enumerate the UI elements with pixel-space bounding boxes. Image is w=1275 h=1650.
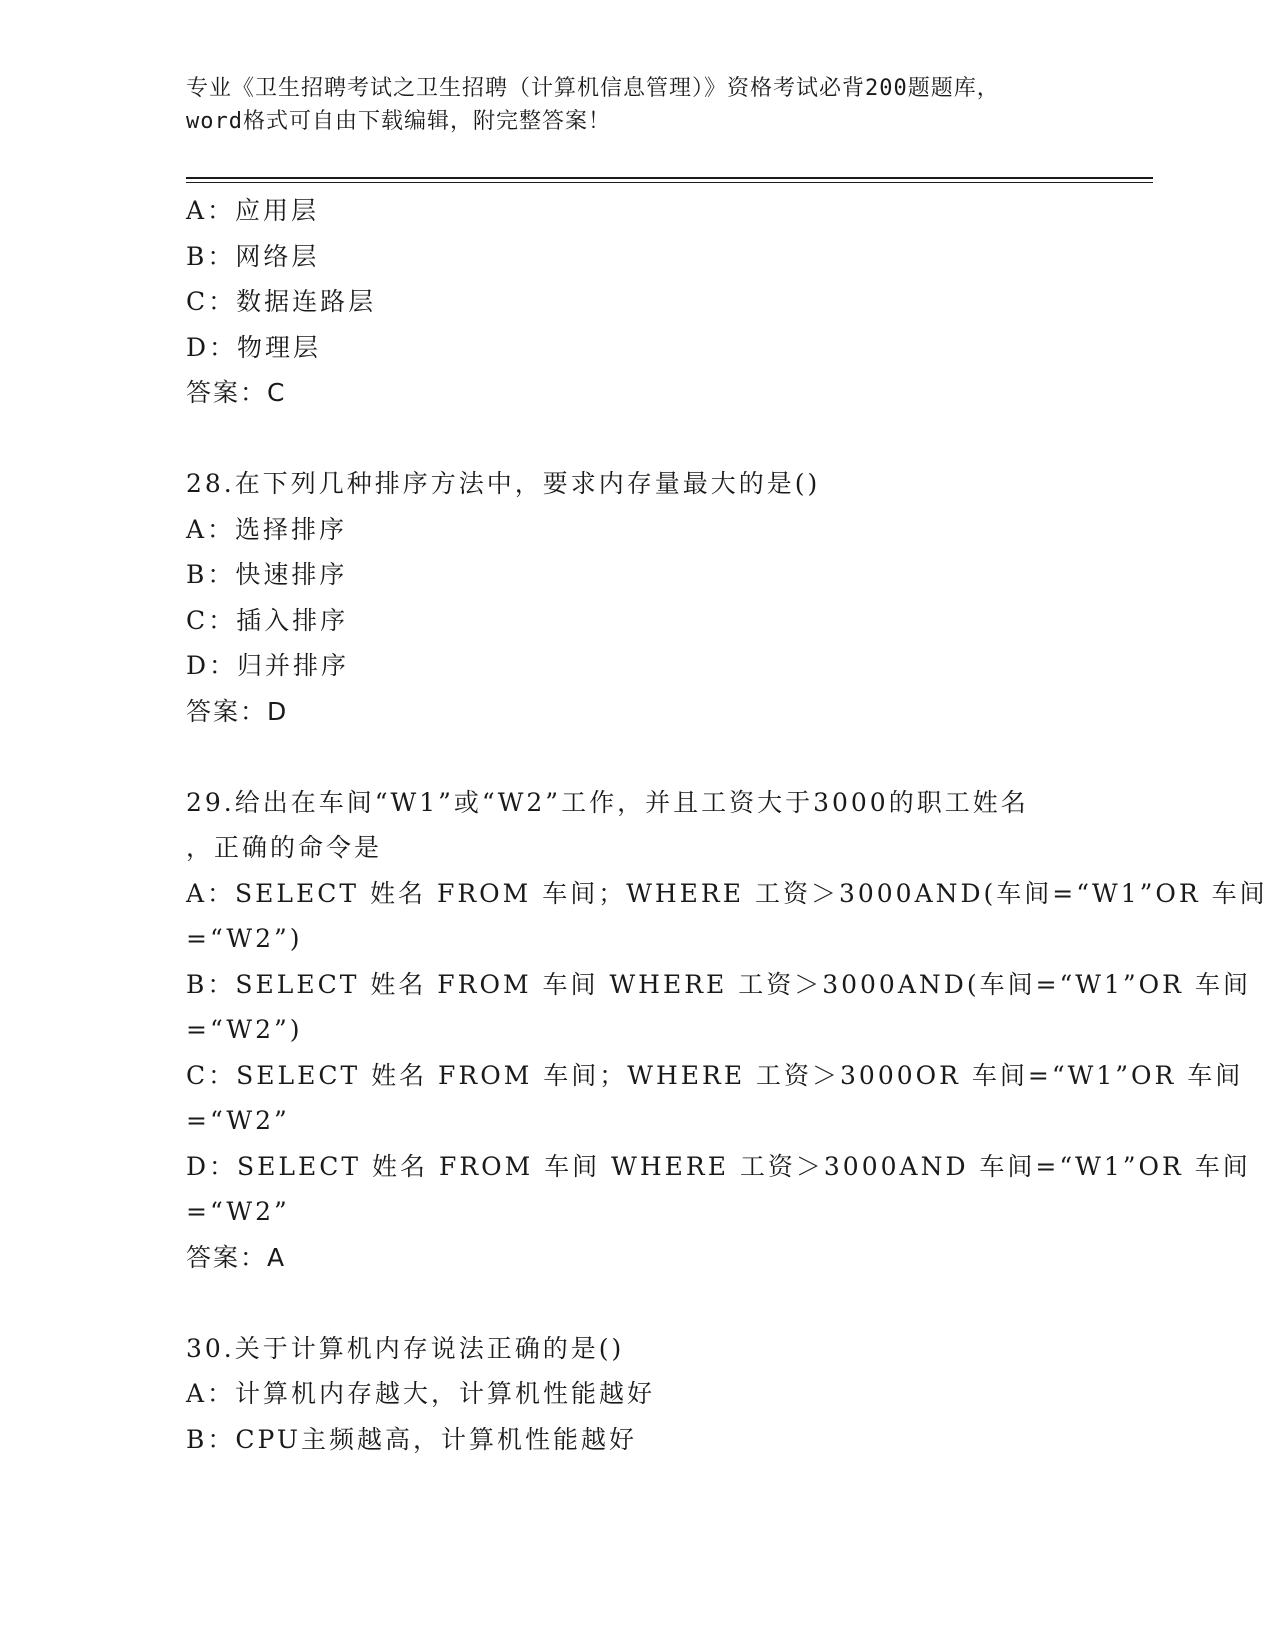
header-line-2: word格式可自由下载编辑，附完整答案！ (186, 109, 611, 134)
answer: 答案：C (186, 378, 287, 407)
question-list (186, 188, 1268, 1462)
answer: 答案：A (186, 1242, 287, 1272)
question-28 (186, 461, 1086, 734)
option-a: A：选择排序 (186, 514, 348, 544)
document-header (186, 72, 1086, 138)
option-c-line-1: C：SELECT 姓名 FROM 车间；WHERE 工资＞3000OR 车间=“W1”OR 车间 (186, 1060, 1244, 1090)
option-d: D：物理层 (186, 332, 322, 362)
option-a-line-1: A：SELECT 姓名 FROM 车间；WHERE 工资＞3000AND(车间=“W1”OR 车间 (186, 878, 1268, 908)
question-text: 30.关于计算机内存说法正确的是() (186, 1333, 625, 1363)
header-rule-thick (186, 177, 1153, 179)
header-rule-thin (186, 182, 1153, 183)
option-c: C：插入排序 (186, 605, 349, 635)
question-text-line-2: ，正确的命令是 (186, 833, 383, 862)
question-text-line-1: 29.给出在车间“W1”或“W2”工作，并且工资大于3000的职工姓名 (186, 787, 1029, 817)
option-d: D：归并排序 (186, 651, 350, 680)
answer: 答案：D (186, 696, 289, 726)
option-a: A：计算机内存越大，计算机性能越好 (186, 1379, 656, 1408)
spacer (186, 416, 1086, 462)
question-27 (186, 188, 1086, 416)
option-b: B：CPU主频越高，计算机性能越好 (186, 1424, 637, 1454)
question-29 (186, 780, 1268, 1281)
header-line-1: 专业《卫生招聘考试之卫生招聘（计算机信息管理）》资格考试必背200题题库， (186, 76, 1000, 101)
spacer (186, 734, 1086, 780)
question-30 (186, 1326, 1086, 1463)
option-b-line-1: B：SELECT 姓名 FROM 车间 WHERE 工资＞3000AND(车间=“W1”OR 车间 (186, 969, 1251, 999)
option-a-line-2: =“W2”) (186, 924, 303, 953)
option-b-line-2: =“W2”) (186, 1015, 303, 1044)
spacer (186, 1280, 1086, 1326)
option-d-line-1: D：SELECT 姓名 FROM 车间 WHERE 工资＞3000AND 车间=“W1”OR 车间 (186, 1151, 1251, 1181)
option-b: B：网络层 (186, 241, 320, 271)
option-b: B：快速排序 (186, 560, 348, 589)
question-text: 28.在下列几种排序方法中，要求内存量最大的是() (186, 469, 821, 498)
option-c-line-2: =“W2” (186, 1106, 290, 1135)
option-a: A：应用层 (186, 196, 320, 225)
option-c: C：数据连路层 (186, 287, 377, 316)
option-d-line-2: =“W2” (186, 1197, 290, 1226)
